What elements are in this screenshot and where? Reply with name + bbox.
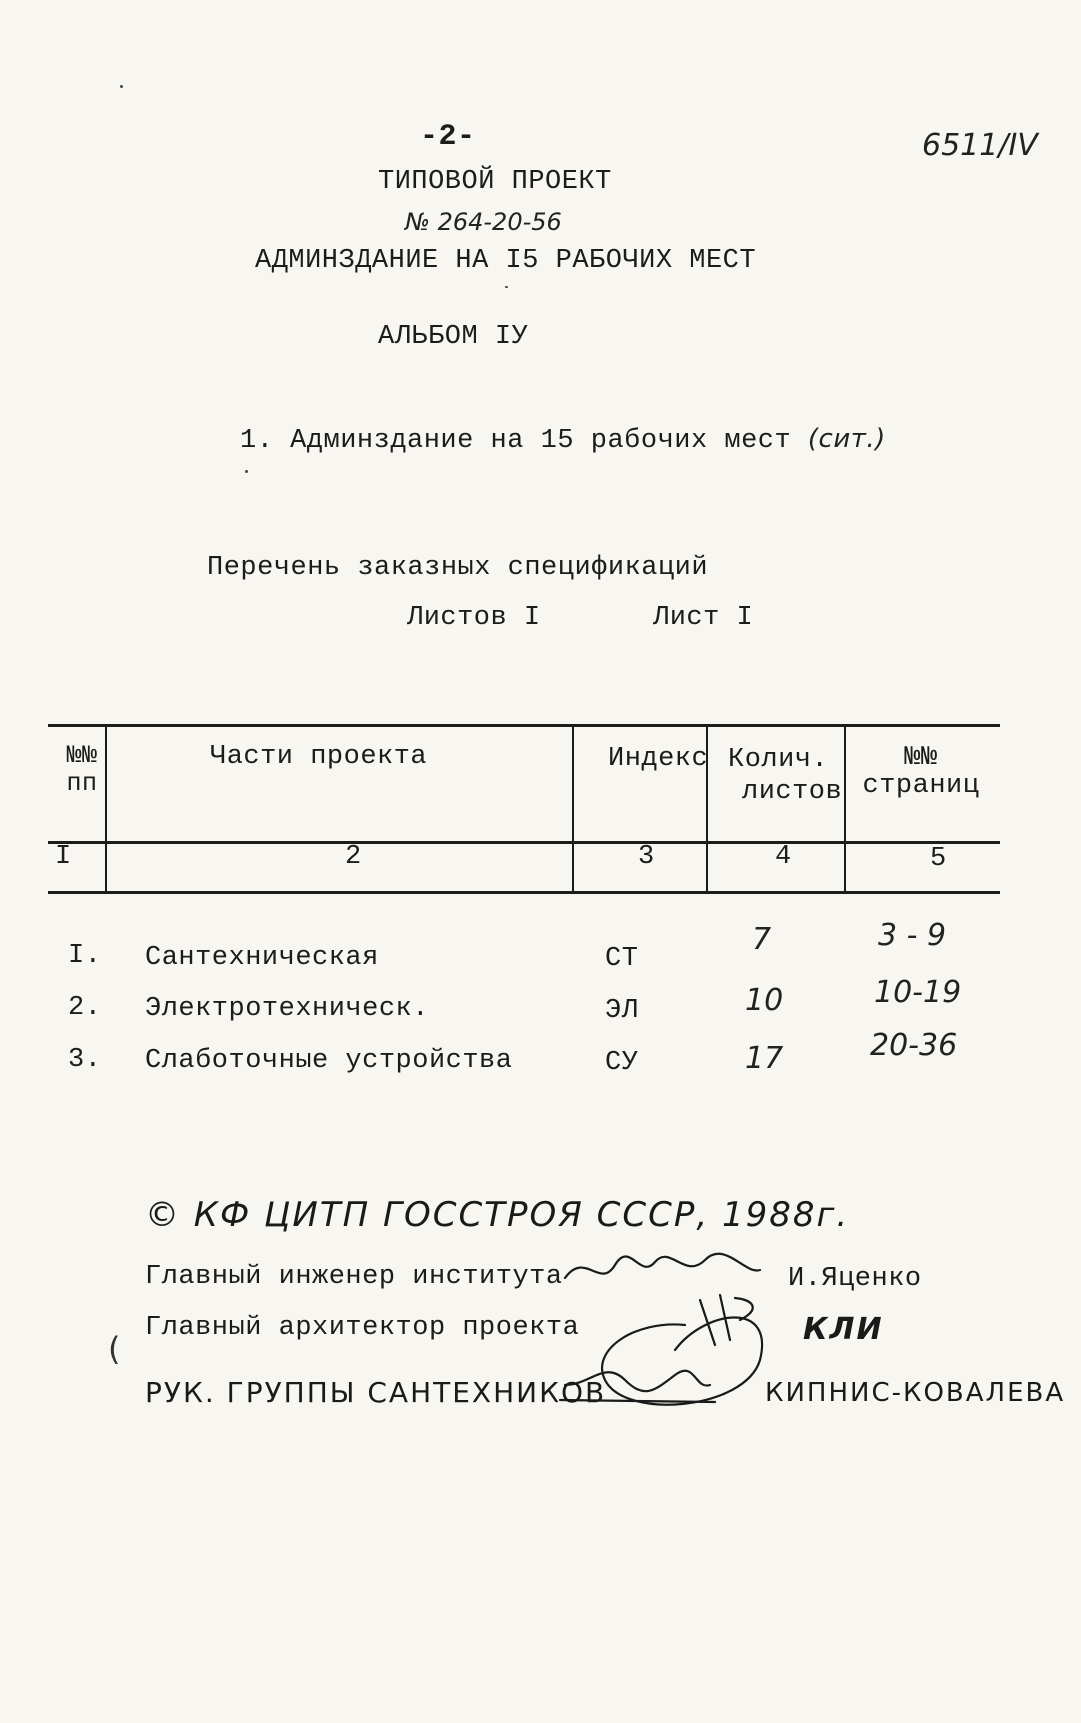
scan-speck — [120, 85, 123, 88]
header-pages — [862, 744, 980, 800]
chief-architect-name: КЛИ — [803, 1312, 884, 1347]
row-part: Электротехническ. — [145, 994, 429, 1024]
building-title: АДМИНЗДАНИЕ НА I5 РАБОЧИХ МЕСТ — [255, 246, 757, 276]
chief-engineer-name: И.Яценко — [788, 1264, 922, 1294]
header-index — [608, 744, 708, 774]
col-number-3: 3 — [638, 842, 655, 872]
chief-engineer-label: Главный инженер института — [145, 1262, 563, 1292]
project-type: ТИПОВОЙ ПРОЕКТ — [378, 167, 612, 197]
row-index: СУ — [605, 1048, 639, 1078]
header-parts-line1: Части проекта — [210, 742, 428, 772]
row-pages: 3 - 9 — [878, 918, 947, 953]
row-index: СТ — [605, 944, 639, 974]
header-pages-line2: страниц — [862, 771, 980, 801]
header-sheets-line1: Колич. — [728, 745, 829, 775]
signature-icon — [560, 1254, 762, 1405]
group-head-name: КИПНИС-КОВАЛЕВА — [765, 1378, 1066, 1408]
row-pages: 20-36 — [870, 1028, 958, 1063]
row-num: 3. — [68, 1045, 102, 1075]
section-item-text: 1. Админздание на 15 рабочих мест — [240, 426, 792, 456]
section-item-note: (сит.) — [807, 424, 886, 454]
header-pages-line1: №№ — [904, 743, 938, 773]
row-num: 2. — [68, 993, 102, 1023]
row-sheets: 17 — [745, 1041, 784, 1076]
row-part: Слаботочные устройства — [145, 1046, 513, 1076]
spec-list-title: Перечень заказных спецификаций — [207, 553, 709, 583]
album-title: АЛЬБОМ IУ — [378, 322, 529, 352]
sheets-total: Листов I — [407, 603, 541, 633]
row-index: ЭЛ — [605, 996, 639, 1026]
header-index-line1: Индекс — [608, 744, 709, 774]
project-number: № 264-20-56 — [405, 208, 562, 236]
header-num-line1: №№ — [66, 741, 98, 770]
row-num: I. — [68, 941, 102, 971]
scan-speck — [505, 286, 508, 288]
row-part: Сантехническая — [145, 943, 379, 973]
table-col-divider-2 — [572, 724, 574, 894]
header-parts — [210, 742, 427, 772]
archive-mark: 6511/IV — [922, 128, 1038, 163]
row-pages: 10-19 — [874, 975, 962, 1010]
col-number-2: 2 — [345, 842, 362, 872]
row-sheets: 10 — [745, 983, 784, 1018]
header-sheets — [728, 744, 842, 808]
table-top-rule — [48, 724, 1000, 727]
scan-speck — [245, 470, 248, 473]
col-number-1: I — [55, 842, 72, 872]
group-head-label: РУК. ГРУППЫ САНТЕХНИКОВ — [145, 1376, 607, 1409]
header-num-line2: пп — [66, 769, 98, 798]
section-item-title — [240, 424, 886, 456]
signature-scribbles — [545, 1240, 795, 1420]
table-col-divider-4 — [844, 724, 846, 894]
col-number-4: 4 — [775, 842, 792, 872]
sheet-current: Лист I — [653, 603, 754, 633]
copyright-stamp: © КФ ЦИТП ГОССТРОЯ СССР, 1988г. — [145, 1195, 850, 1235]
table-numbers-rule — [48, 891, 1000, 894]
row-sheets: 7 — [752, 922, 772, 957]
margin-bracket-mark: ( — [108, 1330, 121, 1368]
page-number: -2- — [420, 120, 476, 154]
chief-architect-label: Главный архитектор проекта — [145, 1313, 580, 1343]
table-header-rule — [48, 841, 1000, 844]
col-number-5: 5 — [930, 844, 947, 874]
header-num — [58, 742, 106, 798]
header-sheets-line2: листов — [742, 777, 843, 807]
